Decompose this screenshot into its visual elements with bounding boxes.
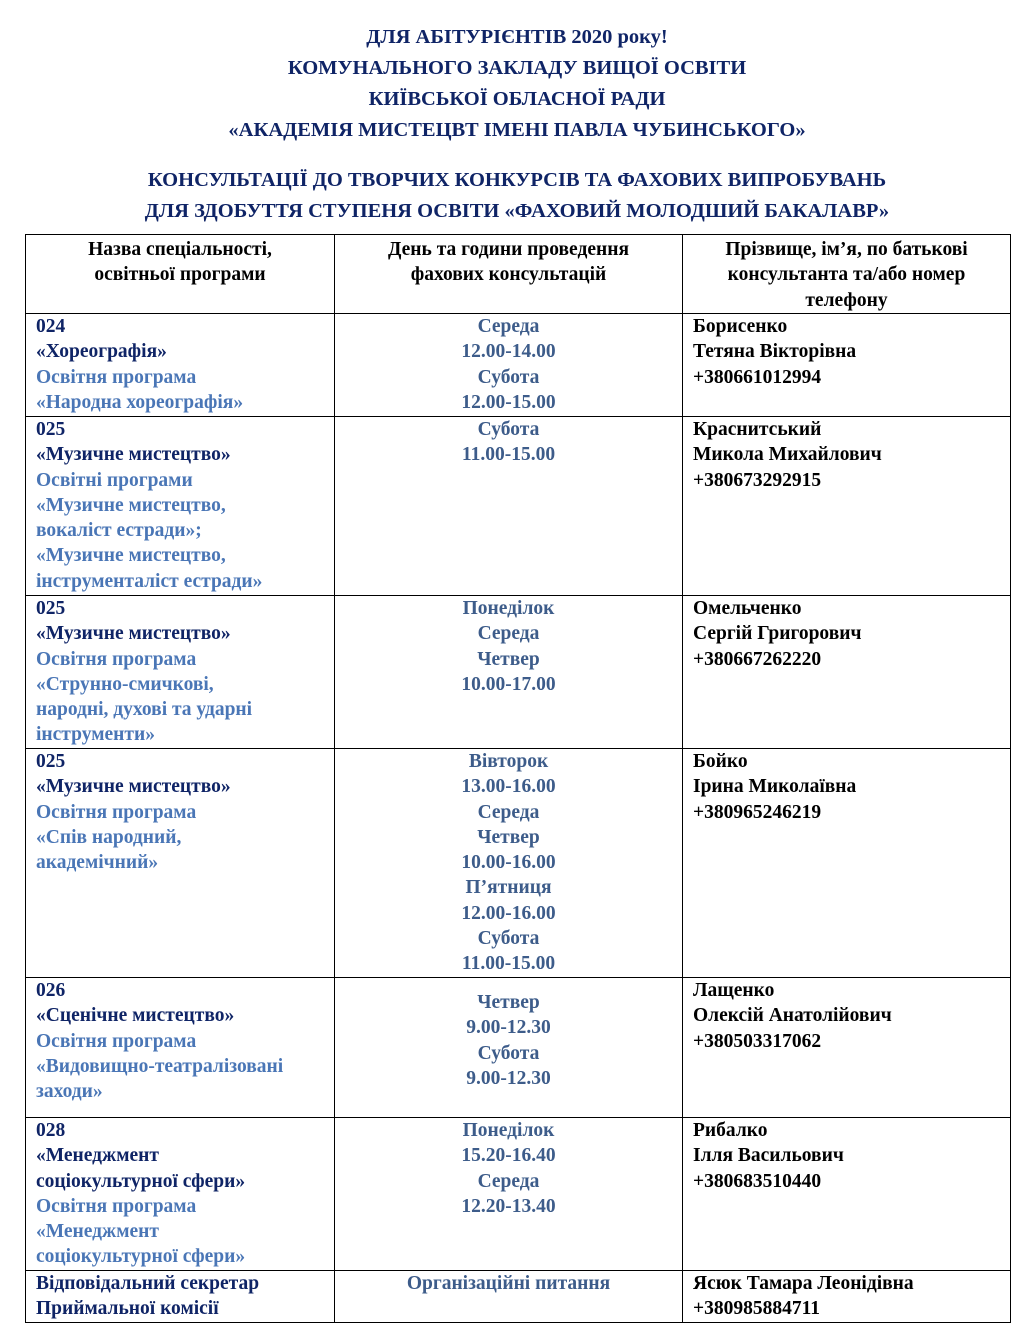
consultant-cell bbox=[683, 314, 1011, 417]
consultant-line: +380667262220 bbox=[693, 648, 822, 670]
schedule-line: 11.00-15.00 bbox=[461, 444, 556, 466]
specialty-name: соціокультурної сфери» bbox=[36, 1170, 246, 1192]
specialty-cell bbox=[26, 417, 335, 596]
consultant-cell bbox=[683, 1118, 1011, 1271]
consultant-line: Микола Михайлович bbox=[693, 444, 882, 466]
consultant-line: +380503317062 bbox=[693, 1030, 822, 1052]
schedule-line: Субота bbox=[477, 1042, 540, 1064]
consultant-line: Лащенко bbox=[693, 980, 775, 1001]
consultant-line: Ірина Миколаївна bbox=[693, 776, 857, 798]
table-row bbox=[26, 978, 1011, 1118]
header-text: Прізвище, ім’я, по батькові bbox=[725, 239, 968, 260]
header-text: консультанта та/або номер bbox=[727, 264, 966, 286]
program-name: заходи» bbox=[36, 1081, 103, 1103]
specialty-code: 025 bbox=[36, 751, 66, 772]
table-row bbox=[26, 417, 1011, 596]
consultant-line: Сергій Григорович bbox=[693, 623, 862, 645]
table-header-row bbox=[26, 235, 1011, 314]
consultant-line: Ілля Васильович bbox=[693, 1145, 844, 1167]
specialty-code: 026 bbox=[36, 980, 66, 1001]
schedule-cell bbox=[335, 749, 683, 978]
program-name: Освітня програма bbox=[36, 1030, 197, 1052]
document-heading bbox=[0, 22, 1034, 146]
schedule-line: Четвер bbox=[477, 992, 540, 1013]
schedule-line: Середа bbox=[477, 1170, 540, 1192]
consultant-line: +380965246219 bbox=[693, 801, 822, 823]
schedule-line: П’ятниця bbox=[465, 877, 552, 899]
schedule-line: 12.00-16.00 bbox=[461, 902, 556, 924]
program-name: Освітня програма bbox=[36, 1195, 197, 1217]
schedule-line: 13.00-16.00 bbox=[461, 776, 556, 798]
footer-role-cell bbox=[26, 1271, 335, 1323]
schedule-line: Четвер bbox=[477, 648, 540, 670]
consultant-line: Рибалко bbox=[693, 1120, 768, 1141]
schedule-line: Субота bbox=[477, 419, 540, 440]
consultant-line: Тетяна Вікторівна bbox=[693, 341, 857, 363]
document-subtitle bbox=[0, 165, 1034, 227]
schedule-line: 15.20-16.40 bbox=[461, 1145, 556, 1167]
heading-line: «АКАДЕМІЯ МИСТЕЦВТ ІМЕНІ ПАВЛА ЧУБИНСЬКОГО» bbox=[228, 119, 806, 141]
header-text: фахових консультацій bbox=[410, 264, 607, 286]
heading-line: КИЇВСЬКОЇ ОБЛАСНОЇ РАДИ bbox=[368, 88, 666, 110]
specialty-cell bbox=[26, 1118, 335, 1271]
program-name: «Спів народний, bbox=[36, 826, 182, 848]
program-name: «Народна хореографія» bbox=[36, 391, 244, 413]
specialty-name: «Музичне мистецтво» bbox=[36, 444, 231, 466]
specialty-name: «Сценічне мистецтво» bbox=[36, 1005, 235, 1027]
consultant-cell bbox=[683, 978, 1011, 1118]
specialty-name: «Хореографія» bbox=[36, 341, 167, 363]
footer-topic: Організаційні питання bbox=[406, 1273, 611, 1294]
schedule-line: 9.00-12.30 bbox=[466, 1067, 551, 1089]
consultant-line: +380661012994 bbox=[693, 366, 822, 388]
header-consultant bbox=[683, 235, 1011, 314]
table-footer-row bbox=[26, 1271, 1011, 1323]
footer-topic-cell bbox=[335, 1271, 683, 1323]
consultant-line: Краснитський bbox=[693, 419, 822, 440]
table-row bbox=[26, 596, 1011, 749]
schedule-cell bbox=[335, 978, 683, 1118]
schedule-line: 12.00-15.00 bbox=[461, 391, 556, 413]
header-schedule bbox=[335, 235, 683, 314]
schedule-line: 9.00-12.30 bbox=[466, 1017, 551, 1039]
schedule-line: 11.00-15.00 bbox=[461, 953, 556, 975]
footer-consultant-cell bbox=[683, 1271, 1011, 1323]
heading-line: КОМУНАЛЬНОГО ЗАКЛАДУ ВИЩОЇ ОСВІТИ bbox=[287, 57, 747, 79]
consultant-cell bbox=[683, 749, 1011, 978]
footer-role: Відповідальний секретар bbox=[36, 1273, 260, 1294]
schedule-line: Середа bbox=[477, 623, 540, 645]
specialty-code: 024 bbox=[36, 316, 66, 337]
header-text: освітньої програми bbox=[94, 264, 266, 286]
consultant-line: +380683510440 bbox=[693, 1170, 822, 1192]
schedule-cell bbox=[335, 1118, 683, 1271]
program-name: інструменти» bbox=[36, 724, 155, 746]
schedule-cell bbox=[335, 314, 683, 417]
program-name: Освітня програма bbox=[36, 366, 197, 388]
consultant-line: Омельченко bbox=[693, 598, 802, 619]
program-name: «Менеджмент bbox=[36, 1221, 159, 1243]
subtitle-line: ДЛЯ ЗДОБУТТЯ СТУПЕНЯ ОСВІТИ «ФАХОВИЙ МОЛОДШИЙ БАКАЛАВР» bbox=[144, 200, 890, 222]
specialty-code: 025 bbox=[36, 598, 66, 619]
consultant-line: Борисенко bbox=[693, 316, 788, 337]
schedule-line: Субота bbox=[477, 366, 540, 388]
schedule-line: 10.00-17.00 bbox=[461, 673, 556, 695]
consultant-cell bbox=[683, 596, 1011, 749]
schedule-line: Середа bbox=[477, 801, 540, 823]
program-name: «Музичне мистецтво, bbox=[36, 494, 226, 516]
program-name: «Струнно-смичкові, bbox=[36, 673, 214, 695]
program-name: Освітня програма bbox=[36, 801, 197, 823]
program-name: «Видовищно-театралізовані bbox=[36, 1055, 284, 1077]
schedule-line: 12.20-13.40 bbox=[461, 1195, 556, 1217]
header-text: День та години проведення bbox=[388, 239, 629, 260]
footer-consultant: +380985884711 bbox=[693, 1298, 821, 1320]
program-name: інструменталіст естради» bbox=[36, 570, 263, 592]
header-text: телефону bbox=[805, 289, 888, 311]
specialty-cell bbox=[26, 749, 335, 978]
schedule-line: Четвер bbox=[477, 826, 540, 848]
program-name: «Музичне мистецтво, bbox=[36, 545, 226, 567]
program-name: народні, духові та ударні bbox=[36, 699, 253, 721]
consultant-cell bbox=[683, 417, 1011, 596]
specialty-code: 025 bbox=[36, 419, 66, 440]
table-row bbox=[26, 749, 1011, 978]
program-name: Освітня програма bbox=[36, 648, 197, 670]
program-name: академічний» bbox=[36, 852, 159, 874]
consultant-line: Бойко bbox=[693, 751, 748, 772]
footer-role: Приймальної комісії bbox=[36, 1298, 219, 1320]
schedule-line: Вівторок bbox=[468, 751, 549, 772]
schedule-cell bbox=[335, 596, 683, 749]
schedule-line: 12.00-14.00 bbox=[461, 341, 556, 363]
specialty-cell bbox=[26, 596, 335, 749]
table-row bbox=[26, 314, 1011, 417]
specialty-name: «Музичне мистецтво» bbox=[36, 776, 231, 798]
header-specialty bbox=[26, 235, 335, 314]
schedule-line: Понеділок bbox=[462, 598, 555, 619]
consultant-line: +380673292915 bbox=[693, 469, 822, 491]
footer-consultant: Ясюк Тамара Леонідівна bbox=[693, 1273, 914, 1294]
specialty-cell bbox=[26, 978, 335, 1118]
program-name: вокаліст естради»; bbox=[36, 520, 202, 542]
specialty-cell bbox=[26, 314, 335, 417]
schedule-line: Субота bbox=[477, 928, 540, 950]
subtitle-line: КОНСУЛЬТАЦІЇ ДО ТВОРЧИХ КОНКУРСІВ ТА ФАХОВИХ ВИПРОБУВАНЬ bbox=[147, 169, 887, 191]
schedule-line: Середа bbox=[477, 316, 540, 337]
header-text: Назва спеціальності, bbox=[88, 239, 272, 260]
consultation-table bbox=[25, 234, 1011, 1323]
heading-line: ДЛЯ АБІТУРІЄНТІВ 2020 року! bbox=[366, 26, 668, 48]
specialty-code: 028 bbox=[36, 1120, 66, 1141]
specialty-name: «Музичне мистецтво» bbox=[36, 623, 231, 645]
specialty-name: «Менеджмент bbox=[36, 1145, 159, 1167]
table-row bbox=[26, 1118, 1011, 1271]
schedule-line: Понеділок bbox=[462, 1120, 555, 1141]
program-name: Освітні програми bbox=[36, 469, 193, 491]
schedule-line: 10.00-16.00 bbox=[461, 852, 556, 874]
program-name: соціокультурної сфери» bbox=[36, 1246, 246, 1268]
consultant-line: Олексій Анатолійович bbox=[693, 1005, 892, 1027]
schedule-cell bbox=[335, 417, 683, 596]
